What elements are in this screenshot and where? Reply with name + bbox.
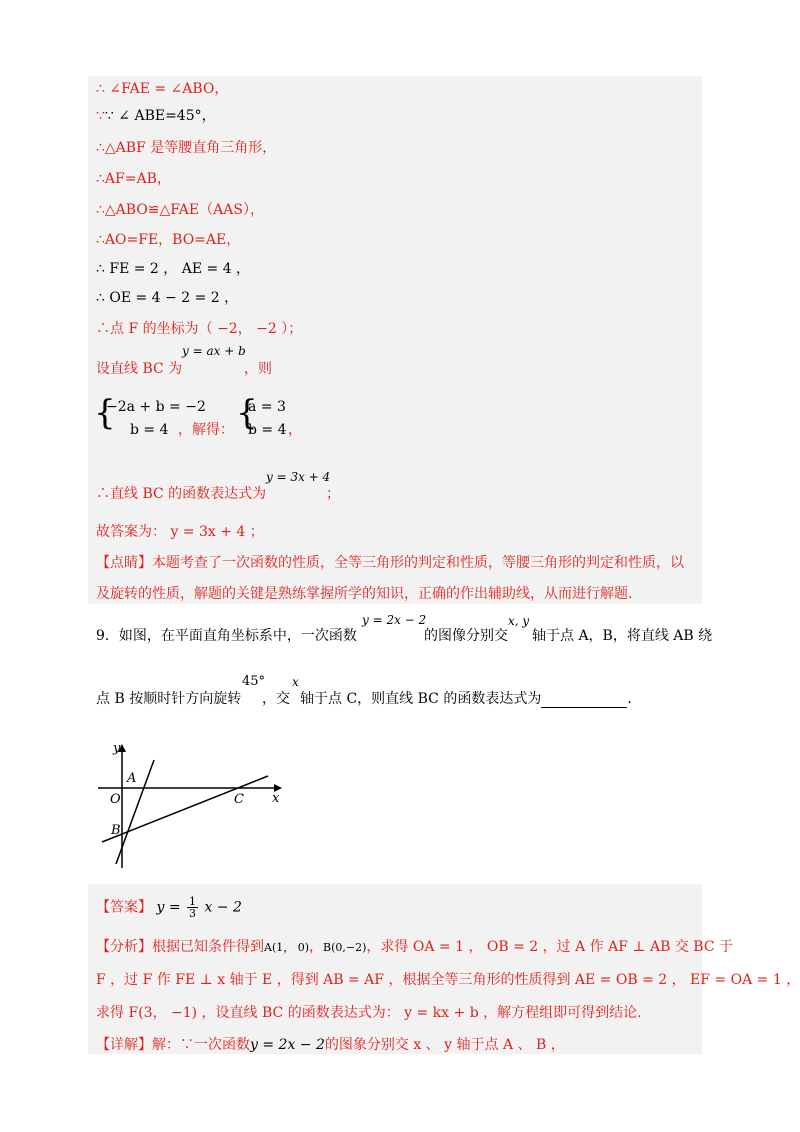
- because-symbol: ∵: [96, 108, 105, 124]
- detail-equation: y = 2x − 2: [250, 1037, 325, 1053]
- line-bc-result-equation: y = 3x + 4: [266, 470, 331, 484]
- answer-conclusion: 故答案为： y = 3x + 4 ；: [96, 524, 264, 540]
- detail-line-1-a: 【详解】解：∵一次函数: [96, 1037, 250, 1053]
- analysis-line-1-b: ，: [309, 939, 324, 955]
- detail-line-1: [96, 1036, 565, 1054]
- solution-line-2: [96, 107, 216, 125]
- label-c: C: [234, 792, 244, 807]
- question-line-1-b: 的图像分别交: [424, 628, 508, 644]
- question-line-2-c-text: 轴于点 C，则直线 BC 的函数表达式为: [300, 691, 542, 707]
- system-1-row-1: −2a + b = −2: [106, 399, 206, 415]
- line-bc-general-equation: y = ax + b: [182, 344, 246, 358]
- solution-line-6: ∴AO=FE，BO=AE，: [96, 232, 241, 248]
- dianjing-line-2: 及旋转的性质，解题的关键是熟练掌握所学的知识，正确的作出辅助线，从而进行解题.: [96, 586, 633, 602]
- coordinate-figure: [92, 738, 292, 872]
- system-end-comma: ，: [288, 422, 302, 438]
- question-equation: y = 2x − 2: [362, 613, 427, 627]
- label-o: O: [110, 792, 121, 807]
- question-x-axis: x: [292, 675, 299, 689]
- question-line-1-c: 轴于点 A，B，将直线 AB 绕: [532, 628, 713, 644]
- answer-rest: x − 2: [204, 899, 242, 916]
- solution-line-3: ∴△ABF 是等腰直角三角形，: [96, 140, 277, 156]
- solution-line-12-label: ∴直线 BC 的函数表达式为: [96, 486, 267, 502]
- solution-line-4: ∴AF=AB，: [96, 171, 171, 187]
- analysis-line-1-a: 【分析】根据已知条件得到: [96, 939, 264, 955]
- question-line-2-end: .: [627, 691, 632, 707]
- answer-line: [96, 896, 242, 919]
- point-b-coords: B(0,−2): [323, 941, 367, 954]
- point-a-coords: A(1， 0): [264, 941, 310, 954]
- solution-line-7: ∴ FE = 2 ， AE = 4 ，: [96, 261, 251, 277]
- detail-line-1-b: 的图象分别交 x 、 y 轴于点 A 、 B ，: [324, 1037, 565, 1053]
- solution-line-9: ∴点 F 的坐标为（ −2， −2 ）；: [96, 321, 303, 337]
- system-2-row-2: b = 4: [248, 422, 287, 438]
- analysis-line-1-c: ，求得 OA = 1 ， OB = 2 ，过 A 作 AF ⊥ AB 交 BC 于: [366, 939, 734, 955]
- solution-line-10-label: 设直线 BC 为: [96, 361, 183, 377]
- solution-line-10-then: ，则: [244, 361, 272, 377]
- solution-line-2-text: ∵ ∠ ABE=45°，: [104, 108, 216, 124]
- question-line-2-c: [300, 690, 632, 708]
- answer-fraction-den: 3: [189, 907, 196, 920]
- label-a: A: [127, 771, 137, 786]
- analysis-line-3: 求得 F(3， −1) ，设直线 BC 的函数表达式为： y = kx + b ，解方程组即可得到结论.: [96, 1005, 642, 1021]
- dianjing-line-1: 【点睛】本题考查了一次函数的性质，全等三角形的判定和性质，等腰三角形的判定和性质，以: [96, 555, 684, 571]
- answer-fraction-num: 1: [189, 895, 196, 908]
- system-brace-1: {: [94, 393, 116, 433]
- solution-line-1: ∴ ∠FAE = ∠ABO，: [96, 81, 229, 97]
- label-y: y: [113, 741, 121, 756]
- answer-y: y =: [156, 899, 181, 916]
- analysis-line-1: [96, 938, 733, 957]
- answer-blank[interactable]: [541, 693, 627, 708]
- question-line-2-a: 点 B 按顺时针方向旋转: [96, 691, 242, 707]
- system-2-row-1: a = 3: [248, 399, 286, 415]
- answer-label: 【答案】: [96, 899, 152, 916]
- question-axes: x, y: [508, 614, 530, 628]
- system-solve-label: ，解得：: [178, 422, 234, 438]
- label-b: B: [111, 823, 121, 838]
- solution-line-5: ∴△ABO≌△FAE（AAS），: [96, 202, 264, 218]
- rotation-angle: 45°: [242, 674, 266, 689]
- label-x: x: [272, 791, 280, 806]
- question-line-2-b: ，交: [262, 691, 290, 707]
- solution-line-12-semicolon: ；: [326, 486, 340, 502]
- question-line-1-a: 9．如图，在平面直角坐标系中，一次函数: [96, 628, 357, 644]
- system-brace-2: {: [236, 393, 258, 433]
- system-1-row-2: b = 4: [130, 422, 169, 438]
- answer-fraction: [187, 896, 198, 919]
- solution-line-8: ∴ OE = 4 − 2 = 2 ，: [96, 290, 239, 306]
- analysis-line-2: F ，过 F 作 FE ⊥ x 轴于 E ，得到 AB = AF ，根据全等三角形的性质得到 AE = OB = 2 ， EF = OA = 1 ，: [96, 972, 800, 988]
